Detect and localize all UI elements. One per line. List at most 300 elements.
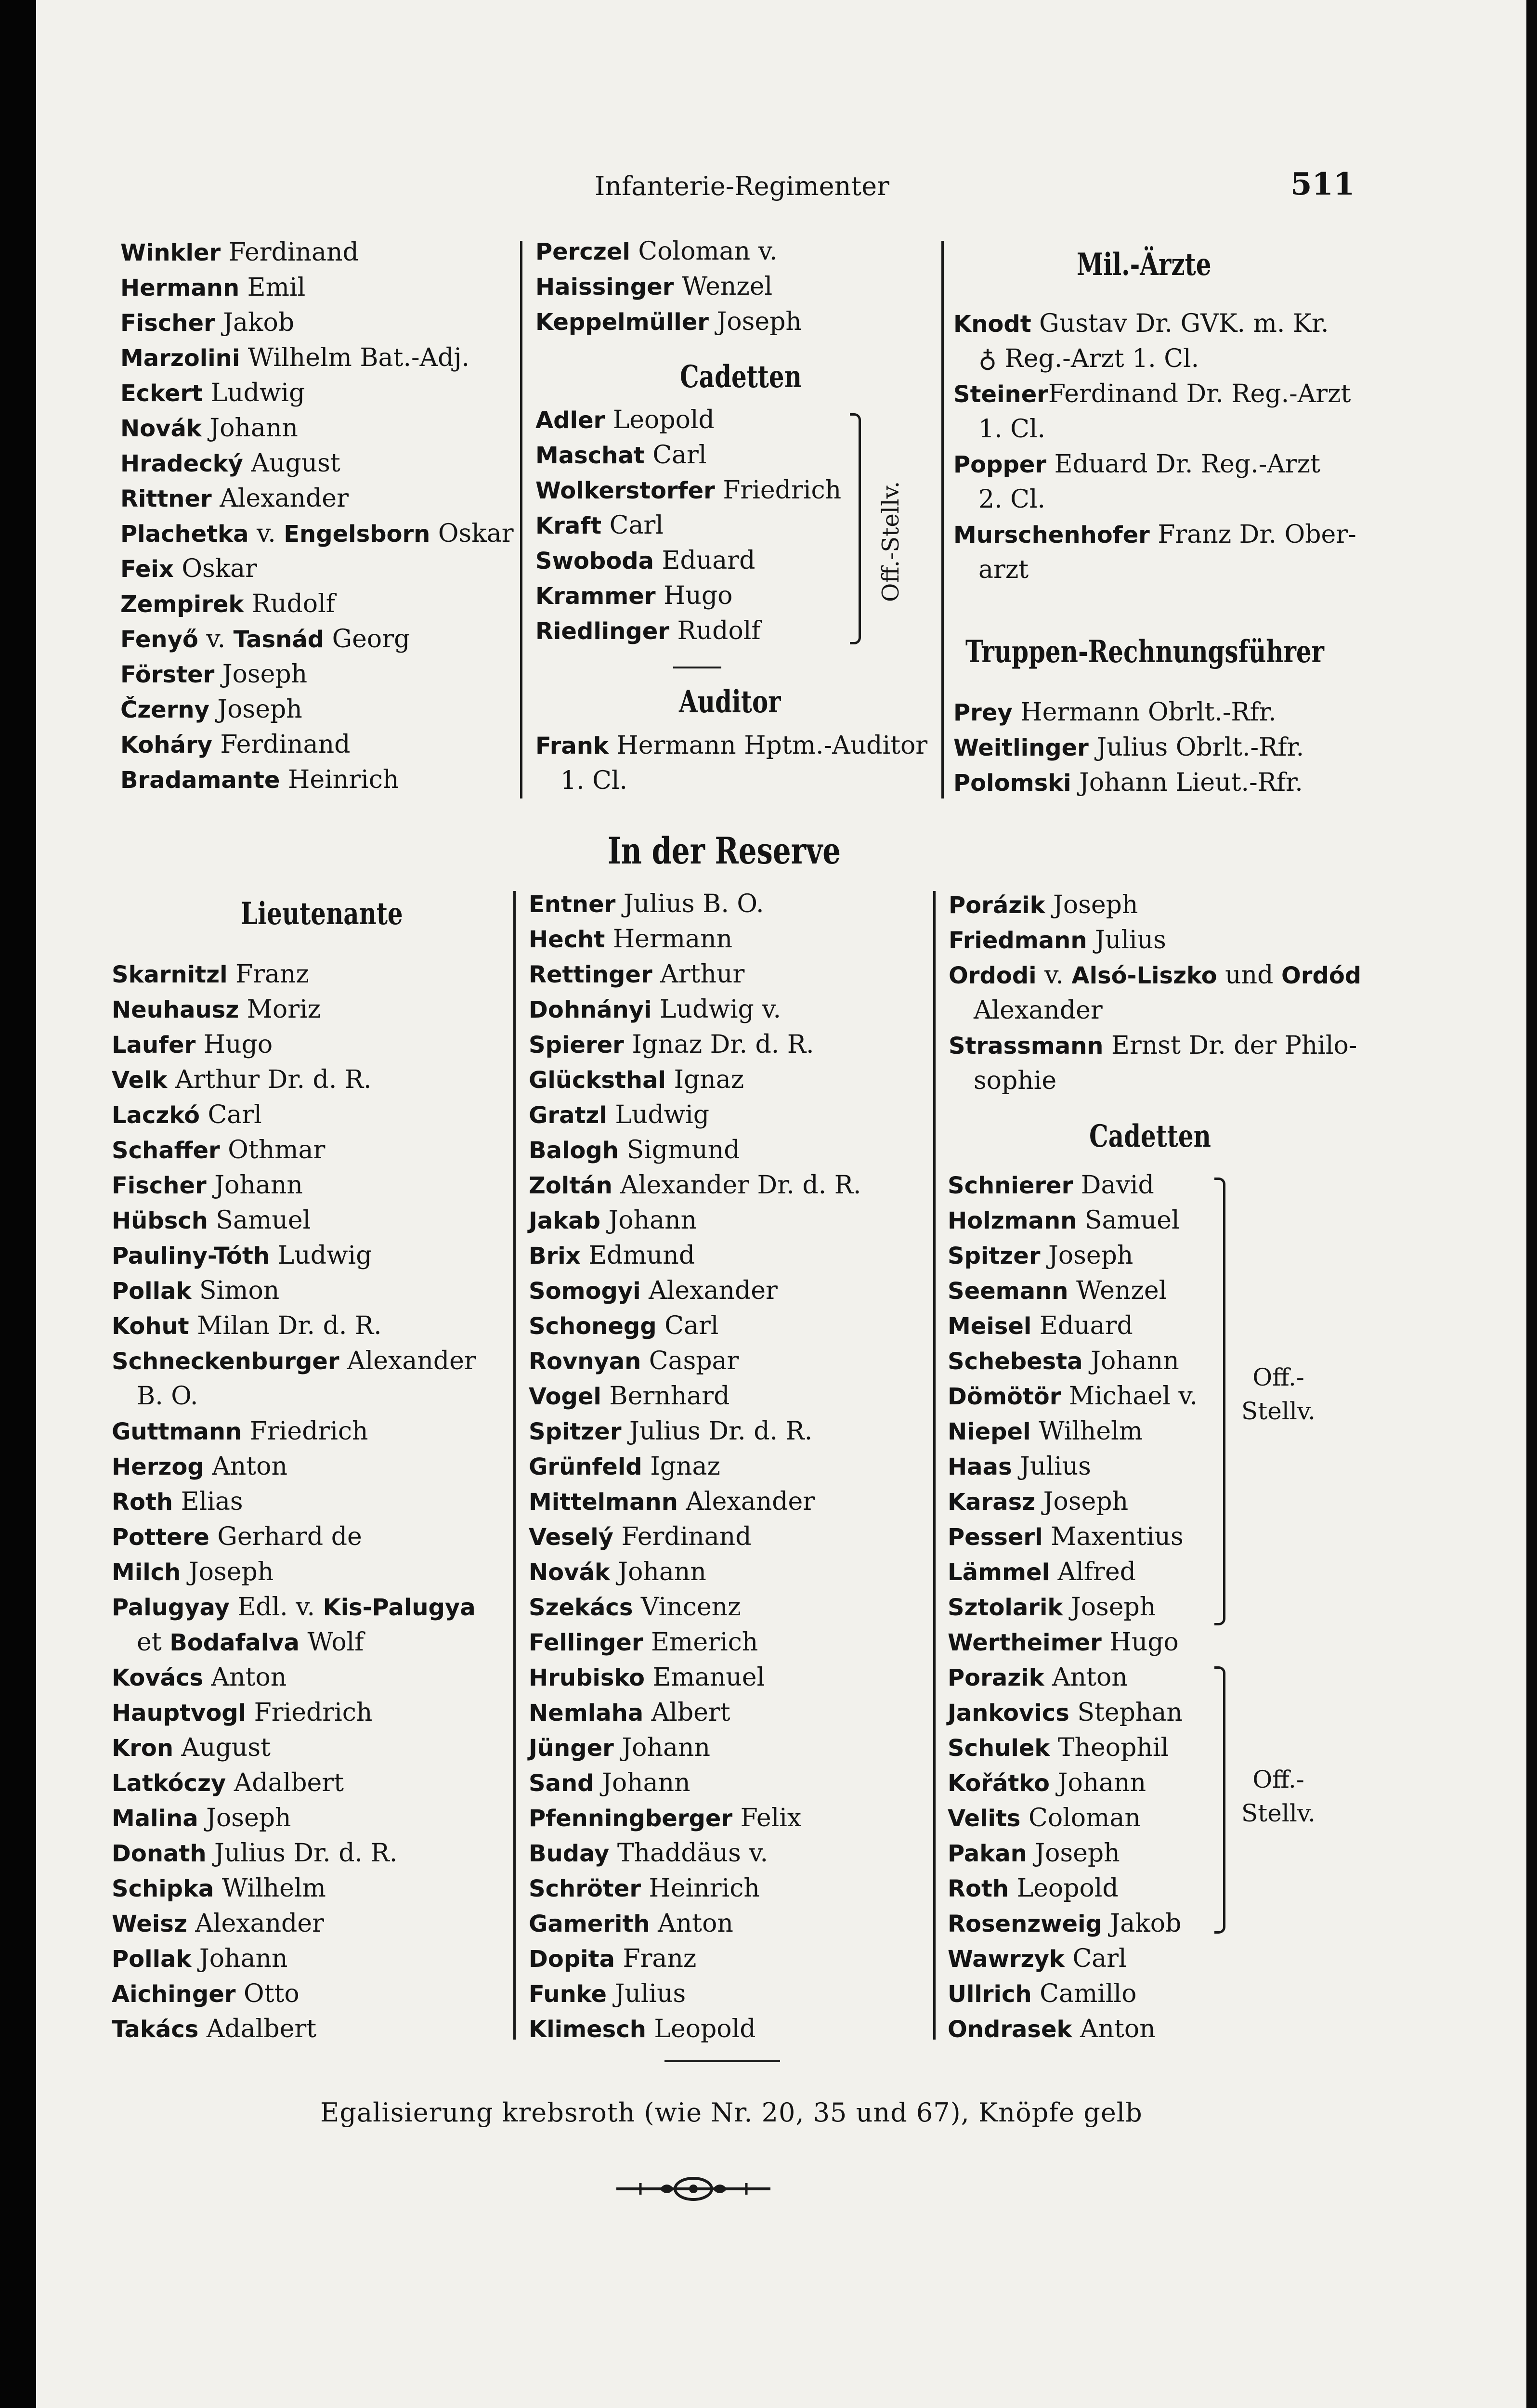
entry <box>529 1836 861 1871</box>
entry-text: Ferdinand Dr. Reg.-Arzt <box>1048 380 1351 408</box>
entry-surname: Schulek <box>948 1735 1050 1762</box>
entry-text: Wolf <box>299 1628 364 1657</box>
entry <box>112 1484 476 1519</box>
entry-surname: Mittelmann <box>529 1489 678 1516</box>
entry-text: Emil <box>239 273 306 302</box>
entry <box>120 446 514 481</box>
entry-surname: Marzolini <box>120 345 240 372</box>
entry-text: B. O. <box>137 1382 198 1411</box>
entry <box>112 1519 476 1555</box>
entry-surname: Pottere <box>112 1524 209 1551</box>
entry-text: Stephan <box>1069 1698 1183 1727</box>
entry-text: Julius <box>606 1979 686 2008</box>
entry-text: Ludwig <box>203 379 305 407</box>
entry-text: Johann <box>1082 1347 1179 1375</box>
entry-text: Edmund <box>580 1241 695 1270</box>
entry-text: Johann Lieut.-Rfr. <box>1071 768 1303 797</box>
entry <box>953 341 1356 377</box>
cadetten-heading: Cadetten <box>680 359 802 395</box>
entry-surname: Spitzer <box>529 1418 622 1445</box>
entry <box>953 517 1356 552</box>
entry-text: Anton <box>650 1909 733 1938</box>
entry-text: Otto <box>235 1979 300 2008</box>
entry-text: David <box>1073 1171 1154 1200</box>
entry-text: Michael v. <box>1061 1382 1198 1411</box>
entry <box>949 923 1361 958</box>
entry <box>948 1238 1198 1273</box>
entry <box>112 957 476 992</box>
entry <box>535 304 802 340</box>
entry-surname: Meisel <box>948 1313 1032 1340</box>
entry-surname: Hermann <box>120 275 240 301</box>
column-divider-top-1 <box>520 241 522 798</box>
entry <box>535 473 841 508</box>
entry-text: Jakob <box>1102 1909 1182 1938</box>
entry <box>529 1379 861 1414</box>
entry-text: Albert <box>643 1698 730 1727</box>
entry <box>529 1027 861 1062</box>
entry-text: v. <box>198 625 234 654</box>
entry <box>948 1695 1198 1730</box>
entry-text: August <box>173 1733 271 1762</box>
auditor-heading: Auditor <box>679 684 781 720</box>
entry <box>120 692 514 727</box>
entry <box>112 1730 476 1766</box>
entry-surname: Fellinger <box>529 1629 643 1656</box>
entry <box>948 2012 1198 2047</box>
entry-text: Ferdinand <box>613 1522 752 1551</box>
entry-text: Alexander <box>640 1276 778 1305</box>
entry-surname: Plachetka <box>120 521 249 548</box>
entry-text: Joseph <box>1063 1593 1156 1622</box>
entry-text: Hugo <box>1101 1628 1179 1657</box>
entry <box>535 728 927 763</box>
entry-surname: Kis-Palugya <box>323 1594 476 1621</box>
entry <box>953 482 1356 517</box>
entry <box>948 1344 1198 1379</box>
entry-text: Joseph <box>1035 1487 1129 1516</box>
entry-surname: Glücksthal <box>529 1067 666 1094</box>
entry-text: Carl <box>656 1311 719 1340</box>
entry-text: Rudolf <box>669 616 761 645</box>
entry <box>112 1098 476 1133</box>
entry <box>953 765 1304 800</box>
entry <box>112 1309 476 1344</box>
entry-surname: Rovnyan <box>529 1348 641 1375</box>
entry <box>529 1062 861 1098</box>
entry <box>529 1660 861 1695</box>
entry <box>948 1766 1198 1801</box>
entry <box>948 1590 1198 1625</box>
entry-surname: Eckert <box>120 380 203 407</box>
off-stellv-brace-2 <box>1214 1666 1225 1934</box>
entry <box>948 1168 1198 1203</box>
entry-surname: Spierer <box>529 1032 624 1059</box>
entry-text: Felix <box>732 1804 802 1832</box>
entry-surname: Takács <box>112 2016 199 2043</box>
entry-surname: Schebesta <box>948 1348 1083 1375</box>
entry-text: Sigmund <box>618 1136 740 1165</box>
entry <box>112 1871 476 1906</box>
entry <box>535 614 841 649</box>
entry <box>112 1449 476 1484</box>
entry <box>112 1976 476 2012</box>
entry-text: Joseph <box>198 1804 291 1832</box>
entry-surname: Rosenzweig <box>948 1911 1102 1937</box>
entry-surname: Sand <box>529 1770 594 1797</box>
entry-surname: Dömötör <box>948 1383 1061 1410</box>
entry-text: Maxentius <box>1042 1522 1184 1551</box>
entry <box>529 1801 861 1836</box>
entry-surname: Pollak <box>112 1278 192 1305</box>
entry-text: Arthur <box>652 960 745 989</box>
entry-surname: Riedlinger <box>535 618 669 645</box>
entry-text: Heinrich <box>641 1874 760 1903</box>
entry <box>948 1660 1198 1695</box>
entry <box>120 551 514 587</box>
entry-text: Milan Dr. d. R. <box>189 1311 382 1340</box>
entry-surname: Neuhausz <box>112 996 239 1023</box>
entry-surname: Friedmann <box>949 927 1087 954</box>
entry-text: Moriz <box>239 995 321 1024</box>
entry-text: Leopold <box>1009 1874 1119 1903</box>
entry <box>112 1555 476 1590</box>
page-number: 511 <box>1290 166 1355 202</box>
entry <box>529 1906 861 1941</box>
entry-text: Hermann Hptm.-Auditor <box>608 731 928 760</box>
entry <box>948 1449 1198 1484</box>
entry-surname: Novák <box>120 415 202 442</box>
scan-right-edge <box>1526 0 1537 2408</box>
entry <box>120 376 514 411</box>
entry-surname: Haissinger <box>535 274 674 301</box>
entry-surname: Somogyi <box>529 1278 641 1305</box>
entry <box>948 1906 1198 1941</box>
entry <box>112 992 476 1027</box>
entry-text: Anton <box>1044 1663 1128 1692</box>
entry-text: Thaddäus v. <box>609 1839 768 1868</box>
entry-surname: Fischer <box>120 310 215 337</box>
entry-surname: Weisz <box>112 1911 187 1937</box>
entry <box>112 1906 476 1941</box>
entry-surname: Karasz <box>948 1489 1036 1516</box>
off-stellv-label-top: Off.-Stellv. <box>877 481 904 602</box>
entry-text: Carl <box>601 511 664 540</box>
entry-text: Edl. v. <box>229 1593 323 1622</box>
entry <box>953 447 1356 482</box>
entry-surname: Balogh <box>529 1137 619 1164</box>
entry <box>529 1414 861 1449</box>
entry-text: Julius Dr. d. R. <box>206 1839 398 1868</box>
entry-text: v. <box>1036 961 1072 990</box>
entry-surname: Keppelmüller <box>535 309 709 336</box>
entry <box>948 1414 1198 1449</box>
entry-surname: Hübsch <box>112 1207 208 1234</box>
entry-surname: Förster <box>120 661 215 688</box>
entry <box>948 1484 1198 1519</box>
entry-surname: Schröter <box>529 1875 641 1902</box>
scan-left-edge <box>0 0 36 2408</box>
entry <box>529 887 861 922</box>
entry-text: Alexander <box>211 484 349 513</box>
entry-text: Gustav Dr. GVK. m. Kr. <box>1031 309 1329 338</box>
entry <box>953 730 1304 765</box>
entry-text: Friedrich <box>246 1698 373 1727</box>
entry-text: et <box>137 1628 170 1657</box>
truppen-heading: Truppen-Rechnungsführer <box>965 634 1324 670</box>
entry-surname: Rettinger <box>529 961 652 988</box>
entry-surname: Schipka <box>112 1875 214 1902</box>
entry <box>112 1801 476 1836</box>
entry <box>529 1098 861 1133</box>
entry-surname: Ondrasek <box>948 2016 1072 2043</box>
entry <box>112 1344 476 1379</box>
entry-surname: Entner <box>529 891 616 918</box>
entry <box>948 1309 1198 1344</box>
entry-text: Ludwig <box>607 1100 710 1129</box>
entry-surname: Haas <box>948 1453 1012 1480</box>
entry-surname: Lämmel <box>948 1559 1050 1586</box>
entry-surname: Kohut <box>112 1313 189 1340</box>
entry-surname: Tasnád <box>233 626 325 653</box>
entry-surname: Adler <box>535 407 605 434</box>
reserve-heading: In der Reserve <box>608 829 841 872</box>
entry-text: Alfred <box>1050 1557 1136 1586</box>
entry <box>112 1836 476 1871</box>
entry-surname: Dohnányi <box>529 996 652 1023</box>
entry-surname: Jünger <box>529 1735 614 1762</box>
off-stellv-label-1: Off.- Stellv. <box>1241 1363 1316 1425</box>
entry-text: 2. Cl. <box>978 485 1046 514</box>
entry-text: Adalbert <box>226 1768 344 1797</box>
truppen-list <box>953 695 1304 800</box>
entry-surname: Knodt <box>953 311 1031 338</box>
entry-text: Coloman <box>1020 1804 1141 1832</box>
entry-text: Wilhelm <box>214 1874 326 1903</box>
cadetten-list-top <box>535 403 841 649</box>
entry <box>948 1519 1198 1555</box>
entry <box>529 1484 861 1519</box>
entry <box>529 1766 861 1801</box>
entry-text: Hugo <box>195 1030 273 1059</box>
entry-text: Wenzel <box>1068 1276 1167 1305</box>
entry-text: Vincenz <box>633 1593 741 1622</box>
entry-text: Leopold <box>605 406 715 434</box>
entry <box>949 1028 1361 1063</box>
entry <box>535 403 841 438</box>
entry-surname: Veselý <box>529 1524 613 1551</box>
entry-surname: Skarnitzl <box>112 961 228 988</box>
short-rule <box>673 667 721 668</box>
entry-surname: Dopita <box>529 1946 615 1973</box>
entry-text: Ludwig v. <box>651 995 781 1024</box>
entry <box>535 508 841 543</box>
entry-surname: Schaffer <box>112 1137 220 1164</box>
entry-text: Eduard Dr. Reg.-Arzt <box>1046 450 1320 479</box>
entry-text: Joseph <box>1027 1839 1120 1868</box>
entry-text: Ignaz <box>665 1065 744 1094</box>
entry-surname: Maschat <box>535 442 645 469</box>
entry-surname: Gamerith <box>529 1911 650 1937</box>
entry <box>948 1976 1198 2012</box>
entry-text: Anton <box>204 1452 287 1481</box>
running-header: Infanterie-Regimenter <box>595 171 889 201</box>
entry-text: Hugo <box>655 581 733 610</box>
entry-text: sophie <box>974 1066 1057 1095</box>
entry <box>529 992 861 1027</box>
entry-text: Johann <box>600 1206 697 1235</box>
entry-surname: Velk <box>112 1067 168 1094</box>
entry-surname: Pesserl <box>948 1524 1043 1551</box>
entry <box>948 1555 1198 1590</box>
entry-surname: Prey <box>953 699 1013 726</box>
entry-surname: Feix <box>120 556 174 583</box>
auditor-list <box>535 728 927 798</box>
entry-text: Ferdinand <box>221 238 359 267</box>
entry-surname: Čzerny <box>120 696 209 723</box>
entry <box>948 1379 1198 1414</box>
entry <box>112 1414 476 1449</box>
entry <box>529 1273 861 1309</box>
entry-text: Ernst Dr. der Philo- <box>1103 1031 1357 1060</box>
mil-aerzte-heading: Mil.-Ärzte <box>1077 247 1211 283</box>
entry-surname: Ullrich <box>948 1981 1032 2008</box>
entry <box>112 1133 476 1168</box>
entry-surname: Funke <box>529 1981 607 2008</box>
entry-text: Anton <box>203 1663 287 1692</box>
entry-surname: Herzog <box>112 1453 204 1480</box>
entry-surname: Laczkó <box>112 1102 200 1129</box>
entry <box>529 1730 861 1766</box>
entry-text: Rudolf <box>244 589 335 618</box>
entry-surname: Velits <box>948 1805 1021 1832</box>
end-ornament <box>612 2174 775 2203</box>
entry <box>529 957 861 992</box>
entry-text: Coloman v. <box>630 237 778 266</box>
off-stellv-brace-1 <box>1214 1178 1225 1625</box>
entry-text: Leopold <box>646 2015 756 2043</box>
entry-surname: Schonegg <box>529 1313 657 1340</box>
entry <box>529 1871 861 1906</box>
entry-surname: Popper <box>953 451 1047 478</box>
entry-surname: Kron <box>112 1735 174 1762</box>
cadetten-list-reserve <box>948 1168 1198 2047</box>
entry-text: Joseph <box>209 695 302 724</box>
entry-surname: Sztolarik <box>948 1594 1063 1621</box>
entry-surname: Fischer <box>112 1172 207 1199</box>
entry <box>120 235 514 270</box>
entry-surname: Milch <box>112 1559 181 1586</box>
entry-text: Emerich <box>643 1628 758 1657</box>
entry <box>529 1309 861 1344</box>
entry <box>535 269 802 304</box>
end-rule <box>664 2060 780 2062</box>
entry <box>953 695 1304 730</box>
entry-surname: Jankovics <box>948 1700 1069 1727</box>
entry <box>112 1941 476 1976</box>
entry-text: Ludwig <box>270 1241 372 1270</box>
entry-surname: Spitzer <box>948 1243 1041 1269</box>
entry-surname: Grünfeld <box>529 1453 642 1480</box>
entry-text: Georg <box>324 625 410 654</box>
entry-text: Johann <box>201 414 298 443</box>
entry-surname: Gratzl <box>529 1102 607 1129</box>
mil-aerzte-list <box>953 306 1356 588</box>
entry <box>948 1730 1198 1766</box>
entry-surname: Donath <box>112 1840 207 1867</box>
entry-text: v. <box>248 519 284 548</box>
entry-surname: Kraft <box>535 512 602 539</box>
entry-surname: Jakab <box>529 1207 600 1234</box>
entry-text: Julius <box>1087 926 1166 955</box>
entry-text: Friedrich <box>242 1417 368 1446</box>
entry <box>529 1449 861 1484</box>
entry <box>948 1836 1198 1871</box>
entry-surname: Schnierer <box>948 1172 1073 1199</box>
entry <box>112 1238 476 1273</box>
entry-surname: Strassmann <box>949 1033 1104 1060</box>
entry <box>529 1203 861 1238</box>
entry-surname: Swoboda <box>535 548 654 575</box>
entry-surname: Kovács <box>112 1664 204 1691</box>
entry-surname: Hauptvogl <box>112 1700 247 1727</box>
entry-text: Bernhard <box>601 1382 730 1411</box>
entry-surname: Roth <box>112 1489 173 1516</box>
entry-text: Joseph <box>1040 1241 1133 1270</box>
entry <box>112 1590 476 1625</box>
entry <box>112 1625 476 1660</box>
entry-surname: Laufer <box>112 1032 196 1059</box>
column-divider-reserve-1 <box>513 891 516 2040</box>
entry <box>529 1695 861 1730</box>
entry-text: Camillo <box>1031 1979 1137 2008</box>
entry-text: Carl <box>199 1100 262 1129</box>
entry <box>535 578 841 614</box>
lieutenante-list <box>112 957 476 2047</box>
entry <box>529 1344 861 1379</box>
entry-surname: Latkóczy <box>112 1770 226 1797</box>
entry-surname: Engelsborn <box>284 521 430 548</box>
lieutenante-heading: Lieutenante <box>241 896 403 932</box>
reserve-list-middle <box>529 887 861 2047</box>
entry-text: Julius B. O. <box>615 890 764 918</box>
entry <box>529 1590 861 1625</box>
entry-surname: Perczel <box>535 238 630 265</box>
entry-text: arzt <box>978 555 1029 584</box>
entry-surname: Aichinger <box>112 1981 236 2008</box>
entry <box>112 1062 476 1098</box>
entry-text: Joseph <box>1045 890 1138 919</box>
entry-surname: Krammer <box>535 583 656 610</box>
entry-text: Adalbert <box>198 2015 317 2043</box>
entry-surname: Bradamante <box>120 767 280 794</box>
entry-text: 1. Cl. <box>560 766 628 795</box>
entry-text: Johann <box>613 1733 710 1762</box>
entry-text: Julius <box>1012 1452 1091 1481</box>
entry-text: Anton <box>1072 2015 1156 2043</box>
entry-text: Jakob <box>215 308 295 337</box>
entry-text: Julius Dr. d. R. <box>621 1417 813 1446</box>
entry-text: Joseph <box>708 307 802 336</box>
entry-text: Carl <box>1064 1944 1127 1973</box>
entry <box>529 1625 861 1660</box>
facings-note: Egalisierung krebsroth (wie Nr. 20, 35 und 67), Knöpfe gelb <box>320 2097 1143 2128</box>
entry-text: Hermann <box>605 925 733 954</box>
entry <box>112 1660 476 1695</box>
entry-text: Alexander <box>339 1347 476 1375</box>
entry-surname: Nemlaha <box>529 1700 644 1727</box>
entry-text: Simon <box>191 1276 280 1305</box>
